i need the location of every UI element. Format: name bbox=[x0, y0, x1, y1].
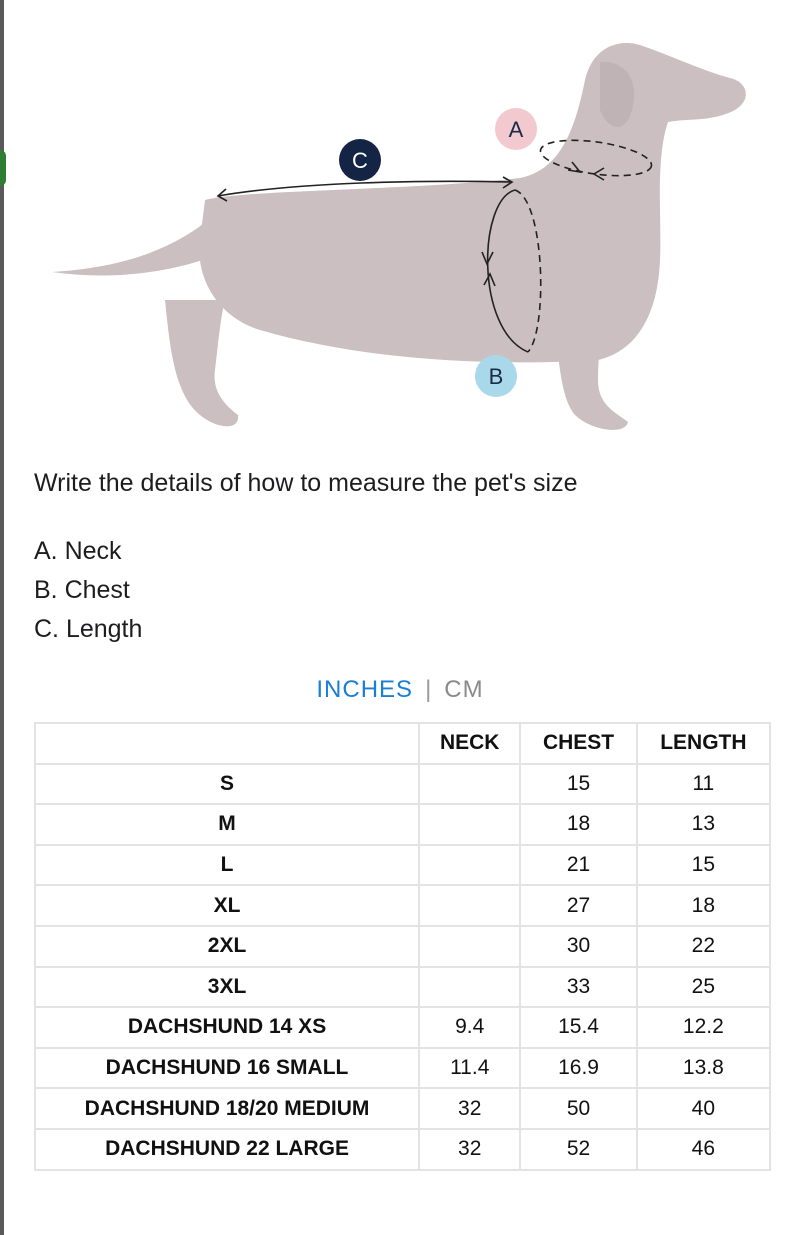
header-length: LENGTH bbox=[637, 723, 770, 764]
table-row bbox=[35, 967, 770, 1008]
length-cell: 22 bbox=[637, 926, 770, 967]
table-row bbox=[35, 1048, 770, 1089]
marker-c bbox=[339, 139, 381, 181]
table-row bbox=[35, 1129, 770, 1170]
size-cell: S bbox=[35, 764, 419, 805]
neck-cell bbox=[419, 967, 520, 1008]
chest-cell: 50 bbox=[520, 1088, 636, 1129]
svg-text:A: A bbox=[508, 117, 524, 142]
unit-cm-tab[interactable]: CM bbox=[444, 676, 484, 703]
size-cell: M bbox=[35, 804, 419, 845]
measurement-list bbox=[34, 532, 142, 649]
table-row bbox=[35, 1007, 770, 1048]
chest-cell: 27 bbox=[520, 885, 636, 926]
unit-inches-tab[interactable]: INCHES bbox=[316, 676, 414, 703]
length-cell: 40 bbox=[637, 1088, 770, 1129]
size-cell: DACHSHUND 16 SMALL bbox=[35, 1048, 419, 1089]
chest-cell: 16.9 bbox=[520, 1048, 636, 1089]
length-cell: 15 bbox=[637, 845, 770, 886]
length-cell: 12.2 bbox=[637, 1007, 770, 1048]
table-header-row bbox=[35, 723, 770, 764]
neck-cell bbox=[419, 804, 520, 845]
chest-cell: 52 bbox=[520, 1129, 636, 1170]
chest-cell: 30 bbox=[520, 926, 636, 967]
neck-cell: 11.4 bbox=[419, 1048, 520, 1089]
table-row bbox=[35, 926, 770, 967]
neck-cell bbox=[419, 926, 520, 967]
size-chart-table bbox=[34, 722, 771, 1171]
size-cell: L bbox=[35, 845, 419, 886]
length-cell: 25 bbox=[637, 967, 770, 1008]
size-cell: 3XL bbox=[35, 967, 419, 1008]
unit-separator: | bbox=[425, 676, 433, 703]
intro-text: Write the details of how to measure the pet's size bbox=[34, 469, 578, 497]
neck-cell: 32 bbox=[419, 1129, 520, 1170]
size-cell: DACHSHUND 18/20 MEDIUM bbox=[35, 1088, 419, 1129]
svg-text:C: C bbox=[352, 148, 368, 173]
marker-a bbox=[495, 108, 537, 150]
measurement-length: C. Length bbox=[34, 615, 143, 643]
length-cell: 18 bbox=[637, 885, 770, 926]
svg-text:B: B bbox=[488, 364, 504, 389]
chest-cell: 21 bbox=[520, 845, 636, 886]
header-neck: NECK bbox=[419, 723, 520, 764]
neck-cell bbox=[419, 885, 520, 926]
measurement-chest: B. Chest bbox=[34, 576, 130, 604]
size-cell: DACHSHUND 14 XS bbox=[35, 1007, 419, 1048]
chest-cell: 18 bbox=[520, 804, 636, 845]
length-cell: 11 bbox=[637, 764, 770, 805]
table-row bbox=[35, 764, 770, 805]
length-cell: 46 bbox=[637, 1129, 770, 1170]
dog-silhouette bbox=[52, 43, 746, 430]
header-size bbox=[35, 723, 419, 764]
table-row bbox=[35, 1088, 770, 1129]
neck-cell: 9.4 bbox=[419, 1007, 520, 1048]
marker-b bbox=[475, 355, 517, 397]
table-row bbox=[35, 885, 770, 926]
dachshund-measurement-diagram bbox=[0, 0, 800, 450]
chest-cell: 15.4 bbox=[520, 1007, 636, 1048]
measurement-neck: A. Neck bbox=[34, 537, 122, 565]
size-cell: XL bbox=[35, 885, 419, 926]
length-cell: 13.8 bbox=[637, 1048, 770, 1089]
length-cell: 13 bbox=[637, 804, 770, 845]
table-row bbox=[35, 804, 770, 845]
size-cell: 2XL bbox=[35, 926, 419, 967]
unit-toggle bbox=[0, 676, 800, 704]
chest-cell: 15 bbox=[520, 764, 636, 805]
chest-cell: 33 bbox=[520, 967, 636, 1008]
size-cell: DACHSHUND 22 LARGE bbox=[35, 1129, 419, 1170]
neck-cell bbox=[419, 845, 520, 886]
table-row bbox=[35, 845, 770, 886]
neck-cell: 32 bbox=[419, 1088, 520, 1129]
neck-cell bbox=[419, 764, 520, 805]
header-chest: CHEST bbox=[520, 723, 636, 764]
